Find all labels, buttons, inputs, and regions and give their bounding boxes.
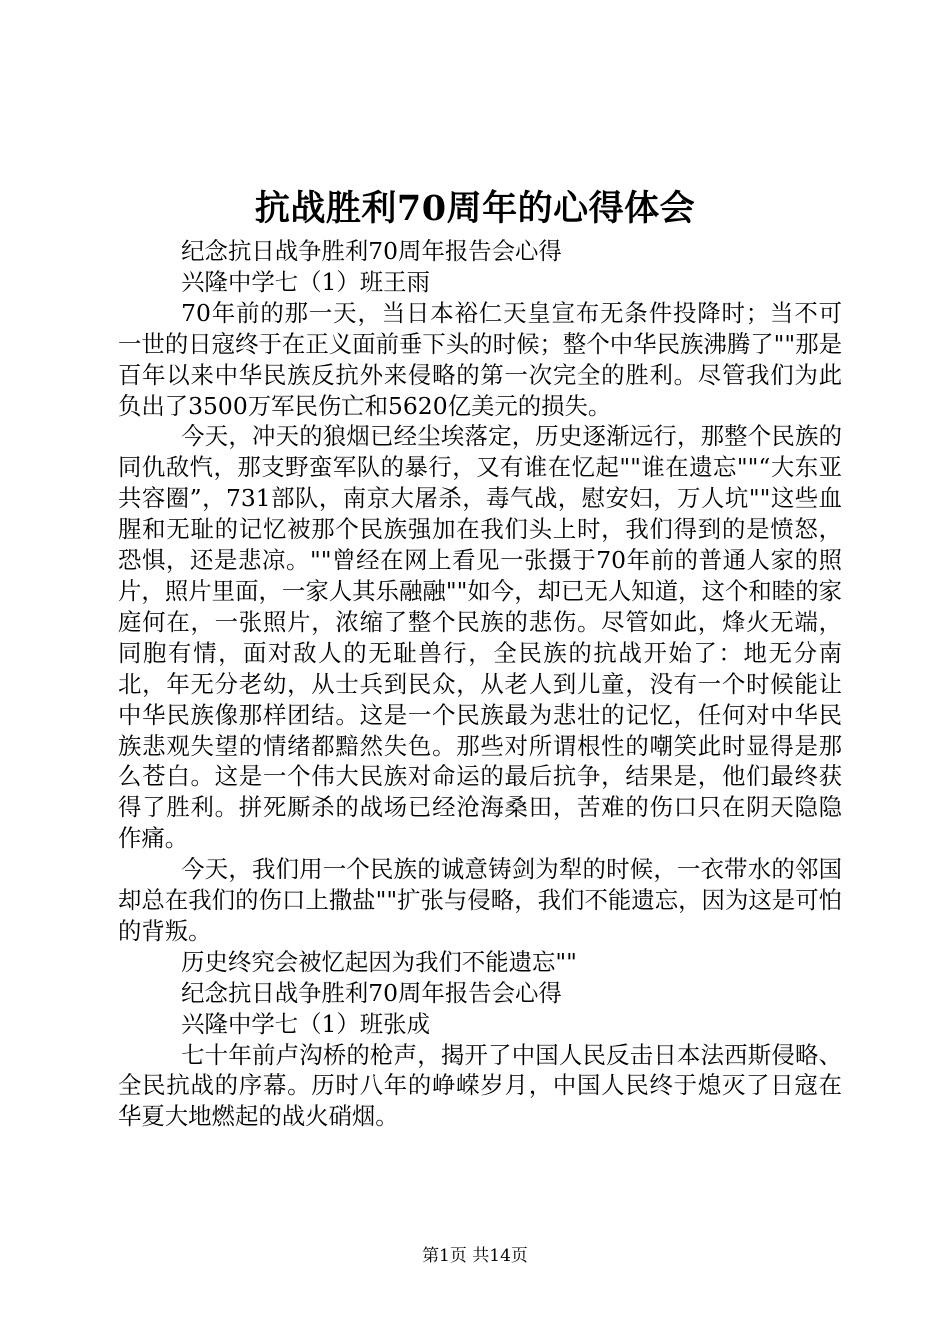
body-paragraph: 历史终究会被忆起因为我们不能遗忘"" bbox=[181, 947, 577, 976]
body-paragraph: 70年前的那一天，当日本裕仁天皇宣布无条件投降时；当不可一世的日寇终于在正义面前垂下头的时候；整个中华民族沸腾了""那是百年以来中华民族反抗外来侵略的第一次完全的胜利。尽管我们为此负出了3500万军民伤亡和5620亿美元的损失。 bbox=[118, 298, 842, 420]
body-paragraph: 今天，我们用一个民族的诚意铸剑为犁的时候，一衣带水的邻国却总在我们的伤口上撒盐""扩张与侵略，我们不能遗忘，因为这是可怕的背叛。 bbox=[118, 855, 842, 945]
page-number-footer: 第1页 共14页 bbox=[422, 1246, 528, 1266]
body-paragraph: 七十年前卢沟桥的枪声，揭开了中国人民反击日本法西斯侵略、全民抗战的序幕。历时八年的峥嵘岁月，中国人民终于熄灭了日寇在华夏大地燃起的战火硝烟。 bbox=[118, 1040, 842, 1131]
report-subtitle: 纪念抗日战争胜利70周年报告会心得 bbox=[181, 237, 562, 265]
document-body bbox=[118, 236, 842, 1132]
author-line: 兴隆中学七（1）班张成 bbox=[181, 1009, 430, 1038]
document-title: 抗战胜利70周年的心得体会 bbox=[254, 188, 696, 229]
body-paragraph: 今天，冲天的狼烟已经尘埃落定，历史逐渐远行，那整个民族的同仇敌忾，那支野蛮军队的暴行，又有谁在忆起""谁在遗忘""“大东亚共容圈”，731部队，南京大屠杀，毒气战，慰安妇，万人坑""这些血腥和无耻的记忆被那个民族强加在我们头上时，我们得到的是愤怒，恐惧，还是悲凉。""曾经在网上看见一张摄于70年前的普通人家的照片，照片里面，一家人其乐融融""如今，却已无人知道，这个和睦的家庭何在，一张照片，浓缩了整个民族的悲伤。尽管如此，烽火无端，同胞有情，面对敌人的无耻兽行，全民族的抗战开始了：地无分南北，年无分老幼，从士兵到民众，从老人到儿童，没有一个时候能让中华民族像那样团结。这是一个民族最为悲壮的记忆，任何对中华民族悲观失望的情绪都黯然失色。那些对所谓根性的嘲笑此时显得是那么苍白。这是一个伟大民族对命运的最后抗争，结果是，他们最终获得了胜利。拼死厮杀的战场已经沧海桑田，苦难的伤口只在阴天隐隐作痛。 bbox=[118, 422, 842, 853]
report-subtitle: 纪念抗日战争胜利70周年报告会心得 bbox=[181, 978, 562, 1007]
author-line: 兴隆中学七（1）班王雨 bbox=[181, 267, 430, 296]
